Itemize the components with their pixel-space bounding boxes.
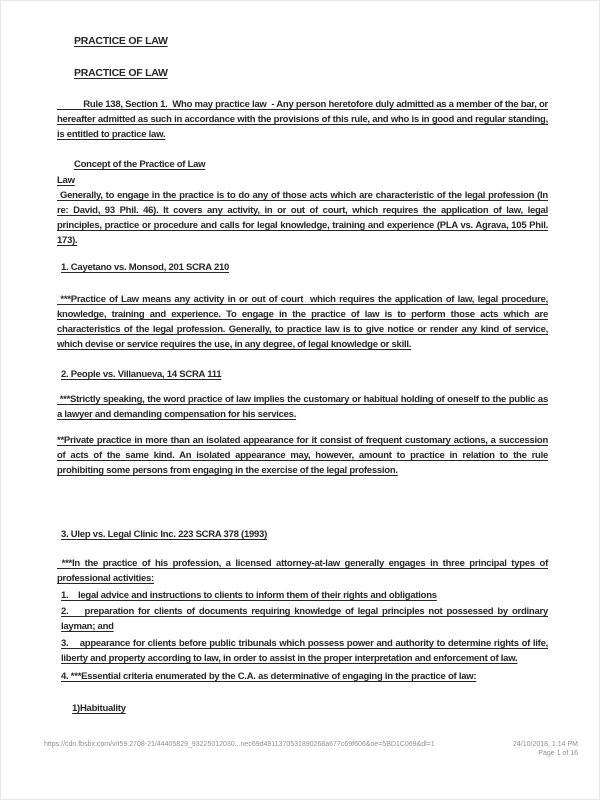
habituality-heading: 1)Habituality [72,703,126,714]
case2-paragraph-1: ***Strictly speaking, the word practice of law implies the customary or habitual holding of oneself to the public as a lawyer and demanding compensation for his services. [57,394,548,420]
case3-intro: ***In the practice of his profession, a licensed attorney-at-law generally engages in three principal types of professional activities: [57,558,548,584]
rule-paragraph: Rule 138, Section 1. Who may practice law - Any person heretofore duly admitted as a member of the bar, or hereafter admitted as such in accordance with the provisions of this rule, and who is in good and regular standing, is entitled to practice law. [57,99,548,140]
case1-heading: 1. Cayetano vs. Monsod, 201 SCRA 210 [61,262,230,273]
footer-datetime: 24/10/2018, 1:14 PM [513,741,578,748]
doc-title-repeat: PRACTICE OF LAW [74,67,168,79]
law-heading: Law [57,175,75,186]
case2-heading: 2. People vs. Villanueva, 14 SCRA 111 [61,369,222,380]
case3-item-2: 2. preparation for clients of documents requiring knowledge of legal principles not possessed by ordinary layman; and [61,606,548,632]
footer-source-url: https://cdn.fbsbx.com/v/t59.2708-21/44405829_93225012030...nec69d4911370531890268a677c69f606&oe=5BD1C069&dl=1 [44,741,435,748]
footer-page-number: Page 1 of 16 [538,750,578,757]
case2-paragraph-2: **Private practice in more than an isolated appearance for it consist of frequent customary actions, a succession of acts of the same kind. An isolated appearance may, however, amount to practice in relation to the rule prohibiting some persons from engaging in the exercise of the legal profession. [57,435,548,476]
case1-paragraph: ***Practice of Law means any activity in or out of court which requires the application of law, legal procedure, knowledge, training and experience. To engage in the practice of law is to perform those acts which are characteristics of the legal profession. Generally, to practice law is to give notice or render any kind of service, which devise or service requires the use, in any degree, of legal knowledge or skill. [57,294,548,350]
law-paragraph: Generally, to engage in the practice is to do any of those acts which are characteristic of the legal profession (In re: David, 93 Phil. 46). It covers any activity, in or out of court, which requires the application of law, legal principles, practice or procedure and calls for legal knowledge, training and experience (PLA vs. Agrava, 105 Phil. 173). [57,190,548,246]
case3-heading: 3. Ulep vs. Legal Clinic Inc. 223 SCRA 378 (1993) [61,529,267,540]
case3-item-3: 3. appearance for clients before public tribunals which possess power and authority to determine rights of life, liberty and property according to law, in order to assist in the proper interpretation and enforcement of law. [61,638,548,664]
page-footer [0,740,600,758]
essential-heading: 4. ***Essential criteria enumerated by the C.A. as determinative of engaging in the practice of law: [61,671,477,682]
concept-heading: Concept of the Practice of Law [74,159,206,170]
footer-meta [513,740,578,758]
case3-item-1: 1. legal advice and instructions to clients to inform them of their rights and obligations [61,590,437,601]
doc-title: PRACTICE OF LAW [74,35,168,47]
